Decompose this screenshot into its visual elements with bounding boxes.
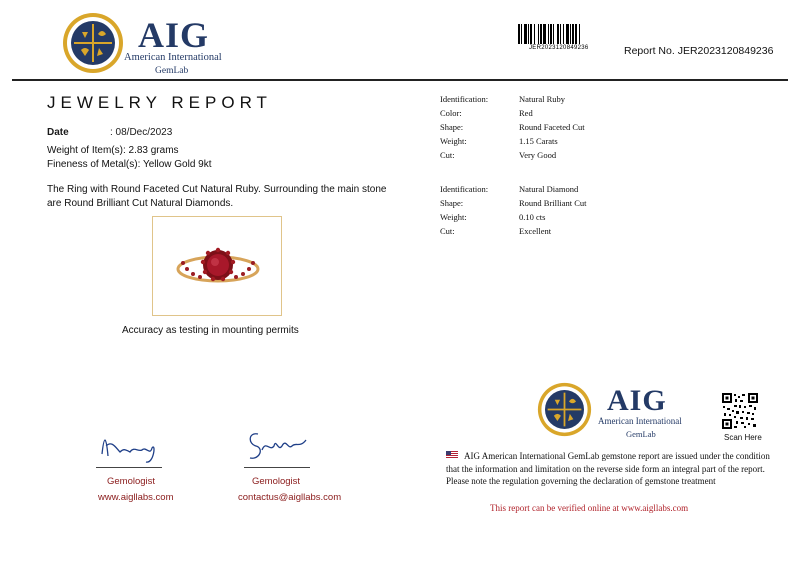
signature-line-1 [96,467,162,468]
ruby-cut-value: Very Good [519,150,557,160]
gemologist-contact-1: www.aigllabs.com [98,492,174,503]
barcode-number: JER2023120849236 [529,45,589,51]
ring-photo [152,216,282,316]
footer-brand-name: AIG [607,384,667,417]
weight-of-items: Weight of Item(s): 2.83 grams [47,145,179,156]
ruby-weight-label: Weight: [440,136,467,146]
ruby-color-value: Red [519,108,533,118]
diamond-shape-label: Shape: [440,198,464,208]
date-value: : 08/Dec/2023 [110,127,173,138]
ruby-color-label: Color: [440,108,462,118]
scan-here-label: Scan Here [724,433,762,442]
ruby-identification-label: Identification: [440,94,489,104]
disclaimer-text: AIG American International GemLab gemstone report are issued under the condition that the information and limitation on the reverse side form an integral part of the report. Please note the regulation governing the declaration of gemstone treatment [446,451,770,486]
gemologist-contact-2: contactus@aigllabs.com [238,492,342,503]
ruby-identification-value: Natural Ruby [519,94,566,104]
gemologist-title-2: Gemologist [252,476,301,487]
barcode-image [518,24,610,44]
report-number: Report No. JER2023120849236 [624,45,774,57]
gemologist-signature-1 [96,426,166,466]
brand-subtitle: American International [124,52,222,63]
verify-online-text: This report can be verified online at www.aigllabs.com [490,503,689,513]
diamond-identification-value: Natural Diamond [519,184,579,194]
ruby-weight-value: 1.15 Carats [519,136,558,146]
qr-code[interactable] [722,393,758,429]
header-divider [12,79,788,81]
date-label: Date [47,127,69,138]
ruby-cut-label: Cut: [440,150,455,160]
diamond-identification-label: Identification: [440,184,489,194]
diamond-cut-value: Excellent [519,226,552,236]
ruby-ring-image [153,217,281,315]
aig-seal-logo [62,12,124,74]
item-description: The Ring with Round Faceted Cut Natural Ruby. Surrounding the main stone are Round Brilliant Cut Natural Diamonds. [47,184,387,209]
diamond-weight-label: Weight: [440,212,467,222]
brand-subtitle-2: GemLab [155,66,189,76]
brand-name: AIG [138,15,210,55]
fineness-of-metal: Fineness of Metal(s): Yellow Gold 9kt [47,159,212,170]
ruby-shape-label: Shape: [440,122,464,132]
signature-line-2 [244,467,310,468]
aig-seal-logo-footer [537,382,592,437]
report-title: JEWELRY REPORT [47,93,272,112]
diamond-shape-value: Round Brilliant Cut [519,198,587,208]
diamond-weight-value: 0.10 cts [519,212,546,222]
diamond-cut-label: Cut: [440,226,455,236]
gemologist-title-1: Gemologist [107,476,156,487]
footer-brand-subtitle: American International [598,416,682,426]
footer-brand-subtitle-2: GemLab [626,429,656,439]
gemologist-signature-2 [244,424,314,464]
ruby-shape-value: Round Faceted Cut [519,122,585,132]
accuracy-note: Accuracy as testing in mounting permits [122,325,299,336]
